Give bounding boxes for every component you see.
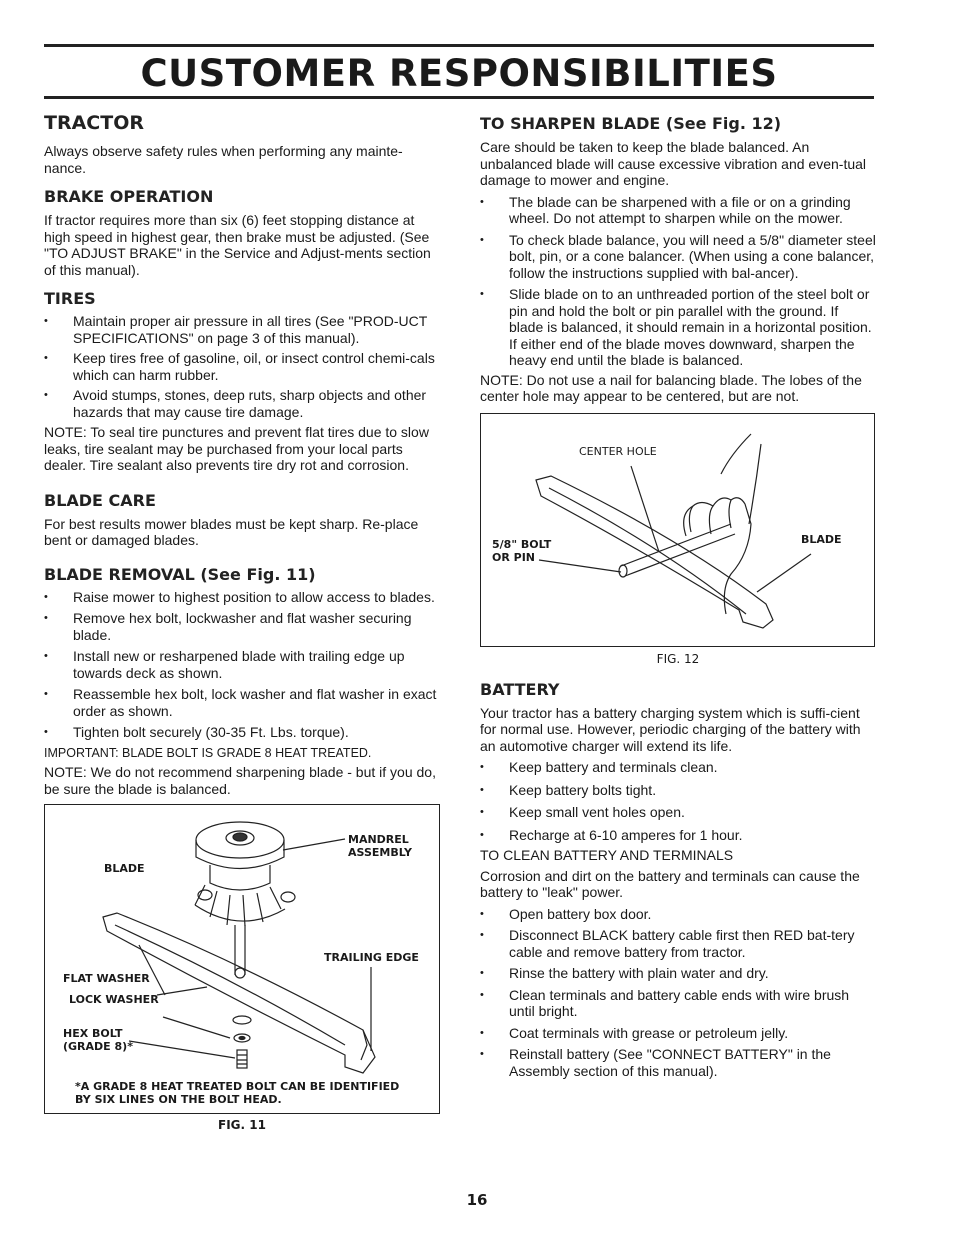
page-number: 16 <box>466 1191 488 1209</box>
title-rule <box>44 96 874 99</box>
list-item: • Keep tires free of gasoline, oil, or insect control chemi-cals which can harm rubber. <box>44 350 440 383</box>
important-text: BLADE BOLT IS GRADE 8 HEAT TREATED. <box>122 745 372 760</box>
battery-list <box>480 759 876 843</box>
list-item: • Maintain proper air pressure in all tires (See "PROD-UCT SPECIFICATIONS" on page 3 of this manual). <box>44 313 440 346</box>
list-item: • Coat terminals with grease or petroleum jelly. <box>480 1025 876 1042</box>
sharpen-note <box>480 372 876 405</box>
fig11-label-flat-washer: FLAT WASHER <box>63 972 150 985</box>
fig12-label-center-hole: CENTER HOLE <box>579 444 657 458</box>
list-item: • Reassemble hex bolt, lock washer and flat washer in exact order as shown. <box>44 686 440 719</box>
list-item: • Open battery box door. <box>480 906 876 923</box>
sharpen-list <box>480 194 876 369</box>
tires-heading: TIRES <box>44 289 96 308</box>
note-text: Do not use a nail for balancing blade. The lobes of the center hole may appear to be centered, but are not. <box>480 371 862 404</box>
important-note <box>44 745 440 762</box>
left-column <box>44 112 440 1132</box>
note-text: To seal tire punctures and prevent flat tires due to slow leaks, tire sealant may be purchased from your local parts dealer. Tire sealant also prevents tire dry rot and corrosion. <box>44 424 429 473</box>
fig12-illustration <box>481 414 874 646</box>
fig11-label-trailing: TRAILING EDGE <box>324 951 419 964</box>
tires-list <box>44 313 440 420</box>
page-title: CUSTOMER RESPONSIBILITIES <box>140 52 778 95</box>
note-label: NOTE: <box>44 424 87 440</box>
battery-text: Your tractor has a battery charging system which is suffi-cient for normal use. However, periodic charging of the battery with an automotive charger will extend its life. <box>480 704 861 754</box>
blade-care-heading: BLADE CARE <box>44 490 156 510</box>
list-item: • Clean terminals and battery cable ends with wire brush until bright. <box>480 987 876 1020</box>
clean-heading: TO CLEAN BATTERY AND TERMINALS <box>480 847 734 863</box>
important-label: IMPORTANT: <box>44 745 119 760</box>
brake-text: If tractor requires more than six (6) feet stopping distance at high speed in highest gear, then brake must be adjusted. (See "TO ADJUST BRAKE" in the Service and Adjust-ments section of this manual). <box>44 212 431 278</box>
list-item: • Slide blade on to an unthreaded portion of the steel bolt or pin and hold the bolt or pin parallel with the ground. If blade is balanced, it should remain in a horizontal position. If either end of the blade moves downward, sharpen the heavy end until the blade is balanced. <box>480 286 876 369</box>
list-item: • Avoid stumps, stones, deep ruts, sharp objects and other hazards that may cause tire damage. <box>44 387 440 420</box>
fig11-box <box>44 804 440 1114</box>
fig12-label-bolt: 5/8" BOLT OR PIN <box>492 537 552 564</box>
tires-note <box>44 424 440 474</box>
fig11-footnote: *A GRADE 8 HEAT TREATED BOLT CAN BE IDENTIFIED BY SIX LINES ON THE BOLT HEAD. <box>75 1080 400 1106</box>
blade-removal-note <box>44 764 440 797</box>
clean-list <box>480 906 876 1080</box>
battery-heading: BATTERY <box>480 679 560 699</box>
blade-removal-list <box>44 589 440 741</box>
list-item: • The blade can be sharpened with a file or on a grinding wheel. Do not attempt to sharpen while on the mower. <box>480 194 876 227</box>
fig12-box <box>480 413 875 647</box>
list-item: • Recharge at 6-10 amperes for 1 hour. <box>480 827 876 844</box>
fig12-caption: FIG. 12 <box>656 651 700 666</box>
clean-text: Corrosion and dirt on the battery and terminals can cause the battery to "leak" power. <box>480 867 860 900</box>
right-column <box>480 112 876 1079</box>
list-item: • Keep battery bolts tight. <box>480 782 876 799</box>
sharpen-text: Care should be taken to keep the blade balanced. An unbalanced blade will cause excessive vibration and even-tual damage to mower and engine. <box>480 139 867 188</box>
sharpen-heading: TO SHARPEN BLADE (See Fig. 12) <box>480 114 782 133</box>
fig11-label-lock-washer: LOCK WASHER <box>69 993 159 1006</box>
list-item: • Remove hex bolt, lockwasher and flat washer securing blade. <box>44 610 440 643</box>
list-item: • Tighten bolt securely (30-35 Ft. Lbs. torque). <box>44 724 440 741</box>
fig12-label-blade: BLADE <box>801 532 842 546</box>
fig11-caption: FIG. 11 <box>218 1118 266 1132</box>
list-item: • Rinse the battery with plain water and dry. <box>480 965 876 982</box>
top-rule <box>44 44 874 47</box>
tractor-text: Always observe safety rules when performing any mainte-nance. <box>44 143 403 176</box>
list-item: • Keep battery and terminals clean. <box>480 759 876 776</box>
note-label: NOTE: <box>44 764 87 780</box>
list-item: • Reinstall battery (See "CONNECT BATTERY" in the Assembly section of this manual). <box>480 1046 876 1079</box>
list-item: • Raise mower to highest position to allow access to blades. <box>44 589 440 606</box>
blade-removal-heading: BLADE REMOVAL (See Fig. 11) <box>44 564 316 584</box>
note-label: NOTE: <box>480 371 523 388</box>
list-item: • Install new or resharpened blade with trailing edge up towards deck as shown. <box>44 648 440 681</box>
list-item: • To check blade balance, you will need a 5/8" diameter steel bolt, pin, or a cone balancer. (When using a cone balancer, follow the instructions supplied with bal-ancer). <box>480 232 876 282</box>
note-text: We do not recommend sharpening blade - but if you do, be sure the blade is balanced. <box>44 764 436 797</box>
list-item: • Disconnect BLACK battery cable first then RED bat-tery cable and remove battery from tractor. <box>480 927 876 960</box>
brake-heading: BRAKE OPERATION <box>44 187 214 206</box>
blade-care-text: For best results mower blades must be kept sharp. Re-place bent or damaged blades. <box>44 515 419 548</box>
fig11-label-blade: BLADE <box>104 862 145 875</box>
tractor-heading: TRACTOR <box>44 112 144 134</box>
fig11-label-mandrel: MANDREL ASSEMBLY <box>348 833 412 859</box>
fig11-label-hex-bolt: HEX BOLT (GRADE 8)* <box>63 1027 133 1053</box>
list-item: • Keep small vent holes open. <box>480 804 876 821</box>
